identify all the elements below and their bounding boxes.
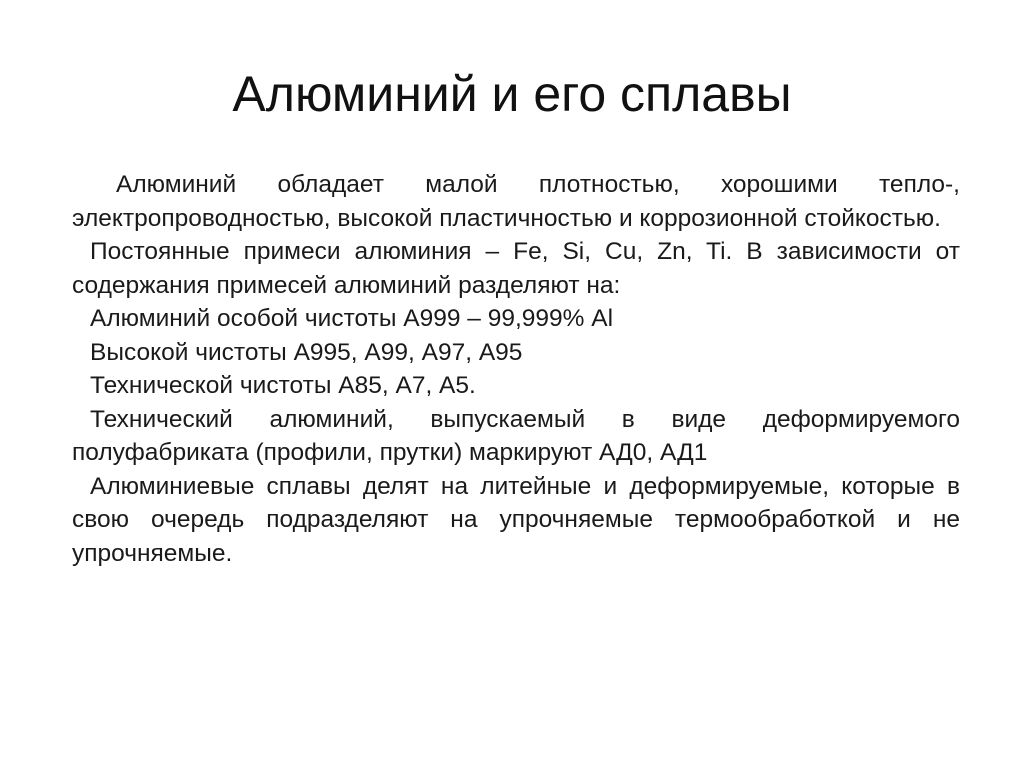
slide-title: Алюминий и его сплавы xyxy=(232,66,792,122)
paragraph-high-purity: Высокой чистоты А995, А99, А97, А95 xyxy=(90,338,523,366)
paragraph-alloys: Алюминиевые сплавы делят на литейные и деформируемые, которые в свою очередь подразделяют на упрочняемые термообработкой и не упрочняемые. xyxy=(72,472,960,567)
paragraph-special-purity: Алюминий особой чистоты А999 – 99,999% Al xyxy=(90,305,614,332)
paragraph-impurities: Постоянные примеси алюминия – Fe, Si, Cu, Zn, Ti. В зависимости от содержания примесей алюминий разделяют на: xyxy=(72,238,960,299)
slide-body xyxy=(72,168,960,570)
paragraph-aluminium-properties: Алюминий обладает малой плотностью, хорошими тепло-, электропроводностью, высокой пластичностью и коррозионной стойкостью. xyxy=(72,171,960,232)
paragraph-technical-purity: Технической чистоты А85, А7, А5. xyxy=(90,372,476,399)
paragraph-technical-aluminium: Технический алюминий, выпускаемый в виде деформируемого полуфабриката (профили, прутки) маркируют АД0, АД1 xyxy=(72,405,960,466)
